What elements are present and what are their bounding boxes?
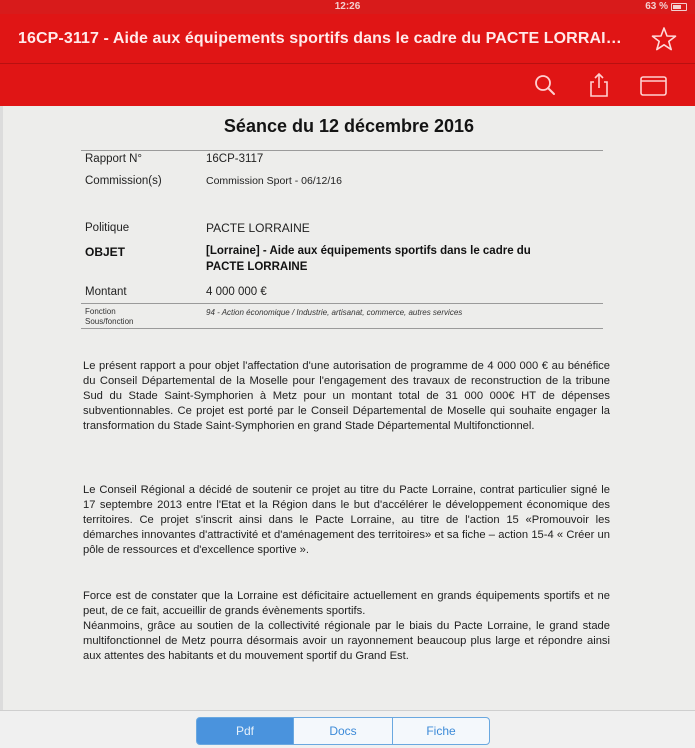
divider: [81, 328, 603, 329]
paragraph: Force est de constater que la Lorraine est déficitaire actuellement en grands équipements sportifs et ne peut, de ce fait, accueillir de grands évènements sportifs.: [83, 590, 610, 618]
sousfonction-label: Sous/fonction: [85, 317, 134, 326]
page-title: 16CP-3117 - Aide aux équipements sportifs dans le cadre du PACTE LORRAINE: [18, 30, 628, 47]
bottom-bar: [0, 710, 695, 748]
status-time: 12:26: [334, 1, 361, 12]
commission-label: Commission(s): [85, 175, 162, 187]
divider: [81, 303, 603, 304]
status-bar: [0, 0, 695, 14]
fonction-value: 94 - Action économique / Industrie, artisanat, commerce, autres services: [206, 308, 463, 317]
paragraph: Le Conseil Régional a décidé de soutenir ce projet au titre du Pacte Lorraine, contrat particulier signé le 17 septembre 2013 entre l'Etat et la Région dans le but d'accélérer le développement économique des territoires. Ce projet s'inscrit ainsi dans le Pacte Lorraine, au titre de l'action 15 «Promouvoir les démarches innovantes d'attractivité et d'aménagement des territoires» et sa fiche – action 15-4 « Créer un pôle de ressources et d'excellence sportive ».: [83, 484, 610, 557]
paragraph: Néanmoins, grâce au soutien de la collectivité régionale par le biais du Pacte Lorraine, le grand stade multifonctionnel de Metz pourra désormais avoir un rayonnement beaucoup plus large et répondre ainsi aux attentes des habitants et du mouvement sportif du Grand Est.: [83, 620, 610, 663]
objet-value-line2: PACTE LORRAINE: [206, 261, 308, 273]
tab-docs[interactable]: Docs: [293, 717, 393, 745]
battery-indicator: [645, 1, 687, 12]
rapport-label: Rapport N°: [85, 153, 143, 165]
commission-value: Commission Sport - 06/12/16: [206, 175, 342, 187]
battery-icon: [671, 3, 687, 11]
document-view[interactable]: [0, 106, 695, 710]
politique-label: Politique: [85, 222, 130, 234]
toolbar: [0, 64, 695, 106]
rapport-value: 16CP-3117: [206, 153, 264, 165]
star-icon[interactable]: [651, 26, 677, 52]
battery-percent: 63 %: [645, 1, 668, 12]
document-title: Séance du 12 décembre 2016: [223, 116, 475, 136]
tabs-icon[interactable]: [638, 72, 670, 98]
montant-value: 4 000 000 €: [206, 286, 267, 298]
paragraph: Le présent rapport a pour objet l'affectation d'une autorisation de programme de 4 000 000 € au bénéfice du Conseil Départemental de la Moselle pour l'engagement des travaux de reconstruction de la tribune Sud du Stade Saint-Symphorien à Metz pour un montant total de 31 000 000€ HT de dépenses subventionnables. Ce projet est porté par le Conseil Départemental de Moselle qui souhaite engager la transformation du Stade Saint-Symphorien en grand Stade Départemental Multifonctionnel.: [83, 360, 610, 433]
share-icon[interactable]: [585, 72, 613, 98]
montant-label: Montant: [85, 286, 127, 298]
politique-value: PACTE LORRAINE: [206, 221, 310, 235]
tab-fiche[interactable]: Fiche: [392, 717, 490, 745]
objet-label: OBJET: [85, 245, 126, 259]
search-icon[interactable]: [532, 72, 560, 98]
title-bar: [0, 14, 695, 64]
tab-pdf[interactable]: Pdf: [196, 717, 294, 745]
objet-value-line1: [Lorraine] - Aide aux équipements sportifs dans le cadre du: [206, 245, 531, 257]
divider: [81, 150, 603, 151]
fonction-label: Fonction: [85, 307, 116, 316]
